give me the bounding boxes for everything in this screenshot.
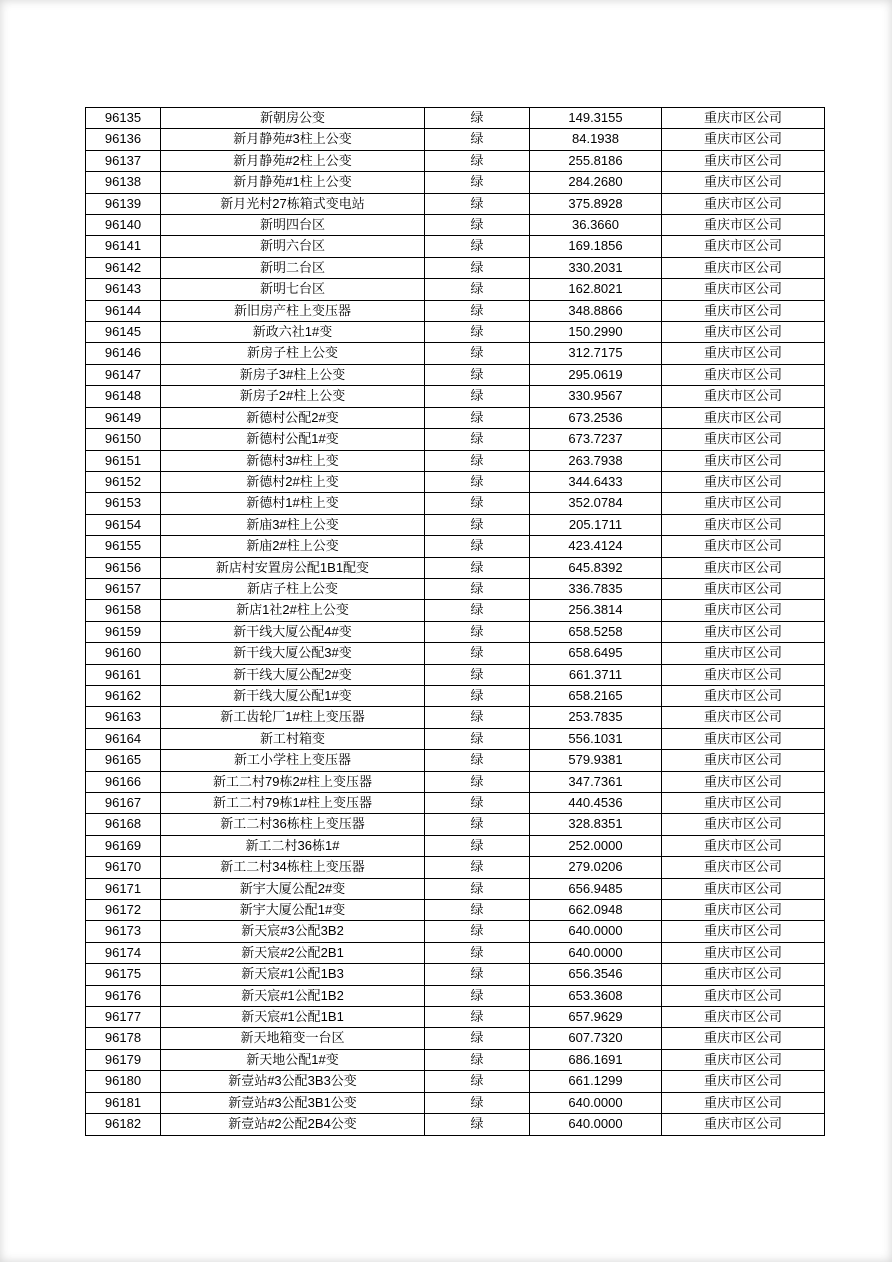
cell-value: 686.1691 <box>530 1049 662 1070</box>
cell-company: 重庆市区公司 <box>662 793 825 814</box>
cell-id: 96175 <box>86 964 161 985</box>
table-row <box>86 942 825 963</box>
cell-id: 96174 <box>86 942 161 963</box>
cell-id: 96168 <box>86 814 161 835</box>
cell-status: 绿 <box>425 643 530 664</box>
table-row <box>86 835 825 856</box>
cell-value: 279.0206 <box>530 857 662 878</box>
cell-status: 绿 <box>425 386 530 407</box>
cell-name: 新宇大厦公配2#变 <box>161 878 425 899</box>
cell-id: 96146 <box>86 343 161 364</box>
cell-name: 新房子2#柱上公变 <box>161 386 425 407</box>
cell-company: 重庆市区公司 <box>662 1049 825 1070</box>
cell-status: 绿 <box>425 1071 530 1092</box>
cell-company: 重庆市区公司 <box>662 1092 825 1113</box>
cell-id: 96181 <box>86 1092 161 1113</box>
cell-id: 96147 <box>86 364 161 385</box>
table-row <box>86 236 825 257</box>
cell-name: 新德村1#柱上变 <box>161 493 425 514</box>
cell-value: 375.8928 <box>530 193 662 214</box>
cell-value: 169.1856 <box>530 236 662 257</box>
table-row <box>86 728 825 749</box>
table-row <box>86 150 825 171</box>
table-row <box>86 514 825 535</box>
cell-id: 96160 <box>86 643 161 664</box>
cell-company: 重庆市区公司 <box>662 215 825 236</box>
table-row <box>86 536 825 557</box>
cell-name: 新天地箱变一台区 <box>161 1028 425 1049</box>
cell-value: 661.1299 <box>530 1071 662 1092</box>
cell-company: 重庆市区公司 <box>662 450 825 471</box>
table-row <box>86 643 825 664</box>
cell-value: 255.8186 <box>530 150 662 171</box>
cell-value: 344.6433 <box>530 471 662 492</box>
cell-status: 绿 <box>425 985 530 1006</box>
cell-name: 新工二村79栋1#柱上变压器 <box>161 793 425 814</box>
cell-company: 重庆市区公司 <box>662 921 825 942</box>
cell-company: 重庆市区公司 <box>662 578 825 599</box>
table-row <box>86 1092 825 1113</box>
cell-name: 新壹站#3公配3B1公变 <box>161 1092 425 1113</box>
cell-company: 重庆市区公司 <box>662 172 825 193</box>
table-row <box>86 322 825 343</box>
cell-status: 绿 <box>425 300 530 321</box>
cell-status: 绿 <box>425 707 530 728</box>
cell-value: 653.3608 <box>530 985 662 1006</box>
cell-status: 绿 <box>425 1049 530 1070</box>
cell-company: 重庆市区公司 <box>662 750 825 771</box>
table-row <box>86 364 825 385</box>
cell-id: 96161 <box>86 664 161 685</box>
cell-company: 重庆市区公司 <box>662 322 825 343</box>
cell-company: 重庆市区公司 <box>662 1007 825 1028</box>
table-row <box>86 1049 825 1070</box>
cell-name: 新干线大厦公配1#变 <box>161 685 425 706</box>
cell-status: 绿 <box>425 685 530 706</box>
cell-value: 640.0000 <box>530 921 662 942</box>
cell-company: 重庆市区公司 <box>662 1028 825 1049</box>
cell-value: 673.2536 <box>530 407 662 428</box>
cell-status: 绿 <box>425 878 530 899</box>
cell-id: 96157 <box>86 578 161 599</box>
cell-id: 96150 <box>86 429 161 450</box>
cell-name: 新工二村34栋柱上变压器 <box>161 857 425 878</box>
cell-value: 330.9567 <box>530 386 662 407</box>
cell-value: 556.1031 <box>530 728 662 749</box>
cell-name: 新明二台区 <box>161 257 425 278</box>
cell-company: 重庆市区公司 <box>662 557 825 578</box>
cell-id: 96154 <box>86 514 161 535</box>
cell-value: 263.7938 <box>530 450 662 471</box>
cell-status: 绿 <box>425 664 530 685</box>
cell-company: 重庆市区公司 <box>662 150 825 171</box>
cell-company: 重庆市区公司 <box>662 300 825 321</box>
cell-company: 重庆市区公司 <box>662 857 825 878</box>
cell-name: 新月静苑#1柱上公变 <box>161 172 425 193</box>
cell-id: 96158 <box>86 600 161 621</box>
cell-name: 新德村2#柱上变 <box>161 471 425 492</box>
cell-company: 重庆市区公司 <box>662 728 825 749</box>
cell-company: 重庆市区公司 <box>662 386 825 407</box>
cell-name: 新旧房产柱上变压器 <box>161 300 425 321</box>
table-row <box>86 471 825 492</box>
cell-value: 423.4124 <box>530 536 662 557</box>
cell-id: 96143 <box>86 279 161 300</box>
cell-value: 645.8392 <box>530 557 662 578</box>
cell-value: 162.8021 <box>530 279 662 300</box>
cell-name: 新房子柱上公变 <box>161 343 425 364</box>
table-row <box>86 878 825 899</box>
cell-status: 绿 <box>425 857 530 878</box>
cell-company: 重庆市区公司 <box>662 600 825 621</box>
cell-name: 新工二村79栋2#柱上变压器 <box>161 771 425 792</box>
cell-value: 658.6495 <box>530 643 662 664</box>
cell-status: 绿 <box>425 129 530 150</box>
cell-name: 新天宸#3公配3B2 <box>161 921 425 942</box>
cell-company: 重庆市区公司 <box>662 1071 825 1092</box>
cell-company: 重庆市区公司 <box>662 343 825 364</box>
cell-value: 658.2165 <box>530 685 662 706</box>
cell-name: 新政六社1#变 <box>161 322 425 343</box>
table-row <box>86 1007 825 1028</box>
table-row <box>86 129 825 150</box>
cell-status: 绿 <box>425 1092 530 1113</box>
table-row <box>86 771 825 792</box>
cell-company: 重庆市区公司 <box>662 985 825 1006</box>
cell-company: 重庆市区公司 <box>662 493 825 514</box>
cell-value: 256.3814 <box>530 600 662 621</box>
cell-id: 96149 <box>86 407 161 428</box>
cell-company: 重庆市区公司 <box>662 514 825 535</box>
table-row <box>86 600 825 621</box>
cell-id: 96165 <box>86 750 161 771</box>
cell-name: 新月静苑#2柱上公变 <box>161 150 425 171</box>
cell-status: 绿 <box>425 600 530 621</box>
cell-id: 96144 <box>86 300 161 321</box>
table-row <box>86 1071 825 1092</box>
cell-company: 重庆市区公司 <box>662 835 825 856</box>
cell-value: 661.3711 <box>530 664 662 685</box>
cell-id: 96170 <box>86 857 161 878</box>
cell-name: 新壹站#3公配3B3公变 <box>161 1071 425 1092</box>
cell-value: 252.0000 <box>530 835 662 856</box>
cell-status: 绿 <box>425 921 530 942</box>
cell-name: 新庙3#柱上公变 <box>161 514 425 535</box>
cell-value: 656.9485 <box>530 878 662 899</box>
table-row <box>86 578 825 599</box>
cell-value: 440.4536 <box>530 793 662 814</box>
cell-id: 96148 <box>86 386 161 407</box>
table-row <box>86 964 825 985</box>
cell-id: 96140 <box>86 215 161 236</box>
cell-company: 重庆市区公司 <box>662 685 825 706</box>
cell-company: 重庆市区公司 <box>662 814 825 835</box>
cell-name: 新天宸#1公配1B3 <box>161 964 425 985</box>
cell-status: 绿 <box>425 493 530 514</box>
table-row <box>86 215 825 236</box>
cell-value: 658.5258 <box>530 621 662 642</box>
table-row <box>86 685 825 706</box>
cell-name: 新工齿轮厂1#柱上变压器 <box>161 707 425 728</box>
cell-company: 重庆市区公司 <box>662 878 825 899</box>
cell-name: 新店子柱上公变 <box>161 578 425 599</box>
cell-status: 绿 <box>425 450 530 471</box>
cell-id: 96145 <box>86 322 161 343</box>
table-row <box>86 814 825 835</box>
cell-status: 绿 <box>425 364 530 385</box>
cell-name: 新明六台区 <box>161 236 425 257</box>
cell-value: 352.0784 <box>530 493 662 514</box>
cell-status: 绿 <box>425 236 530 257</box>
cell-value: 673.7237 <box>530 429 662 450</box>
table-row <box>86 450 825 471</box>
table-row <box>86 621 825 642</box>
cell-name: 新明七台区 <box>161 279 425 300</box>
cell-value: 149.3155 <box>530 108 662 129</box>
cell-value: 328.8351 <box>530 814 662 835</box>
cell-status: 绿 <box>425 172 530 193</box>
cell-id: 96142 <box>86 257 161 278</box>
table-row <box>86 1114 825 1135</box>
cell-id: 96136 <box>86 129 161 150</box>
cell-id: 96176 <box>86 985 161 1006</box>
cell-id: 96141 <box>86 236 161 257</box>
cell-status: 绿 <box>425 1007 530 1028</box>
cell-name: 新店1社2#柱上公变 <box>161 600 425 621</box>
cell-id: 96137 <box>86 150 161 171</box>
table-row <box>86 257 825 278</box>
cell-company: 重庆市区公司 <box>662 964 825 985</box>
cell-name: 新干线大厦公配4#变 <box>161 621 425 642</box>
cell-company: 重庆市区公司 <box>662 364 825 385</box>
cell-status: 绿 <box>425 835 530 856</box>
cell-id: 96166 <box>86 771 161 792</box>
cell-id: 96152 <box>86 471 161 492</box>
cell-company: 重庆市区公司 <box>662 279 825 300</box>
cell-name: 新德村3#柱上变 <box>161 450 425 471</box>
cell-company: 重庆市区公司 <box>662 1114 825 1135</box>
cell-value: 312.7175 <box>530 343 662 364</box>
cell-name: 新天宸#2公配2B1 <box>161 942 425 963</box>
cell-name: 新天宸#1公配1B2 <box>161 985 425 1006</box>
cell-value: 657.9629 <box>530 1007 662 1028</box>
cell-id: 96151 <box>86 450 161 471</box>
cell-id: 96179 <box>86 1049 161 1070</box>
cell-name: 新店村安置房公配1B1配变 <box>161 557 425 578</box>
cell-status: 绿 <box>425 407 530 428</box>
cell-company: 重庆市区公司 <box>662 771 825 792</box>
table-row <box>86 407 825 428</box>
cell-name: 新干线大厦公配3#变 <box>161 643 425 664</box>
cell-name: 新宇大厦公配1#变 <box>161 900 425 921</box>
table-row <box>86 921 825 942</box>
cell-value: 656.3546 <box>530 964 662 985</box>
cell-name: 新工小学柱上变压器 <box>161 750 425 771</box>
cell-company: 重庆市区公司 <box>662 643 825 664</box>
cell-value: 295.0619 <box>530 364 662 385</box>
cell-status: 绿 <box>425 557 530 578</box>
cell-status: 绿 <box>425 279 530 300</box>
cell-company: 重庆市区公司 <box>662 257 825 278</box>
table-row <box>86 664 825 685</box>
cell-value: 640.0000 <box>530 942 662 963</box>
cell-status: 绿 <box>425 150 530 171</box>
table-row <box>86 108 825 129</box>
cell-company: 重庆市区公司 <box>662 664 825 685</box>
cell-name: 新干线大厦公配2#变 <box>161 664 425 685</box>
cell-value: 607.7320 <box>530 1028 662 1049</box>
cell-id: 96169 <box>86 835 161 856</box>
table-row <box>86 985 825 1006</box>
cell-id: 96163 <box>86 707 161 728</box>
cell-company: 重庆市区公司 <box>662 707 825 728</box>
cell-id: 96180 <box>86 1071 161 1092</box>
cell-status: 绿 <box>425 942 530 963</box>
table-row <box>86 1028 825 1049</box>
cell-status: 绿 <box>425 964 530 985</box>
cell-id: 96159 <box>86 621 161 642</box>
cell-id: 96156 <box>86 557 161 578</box>
cell-status: 绿 <box>425 728 530 749</box>
cell-id: 96162 <box>86 685 161 706</box>
cell-id: 96182 <box>86 1114 161 1135</box>
cell-id: 96177 <box>86 1007 161 1028</box>
cell-name: 新天宸#1公配1B1 <box>161 1007 425 1028</box>
cell-value: 284.2680 <box>530 172 662 193</box>
cell-company: 重庆市区公司 <box>662 429 825 450</box>
table-row <box>86 900 825 921</box>
table-body <box>86 108 825 1136</box>
cell-name: 新月静苑#3柱上公变 <box>161 129 425 150</box>
cell-status: 绿 <box>425 536 530 557</box>
cell-status: 绿 <box>425 322 530 343</box>
cell-status: 绿 <box>425 900 530 921</box>
cell-status: 绿 <box>425 1114 530 1135</box>
cell-status: 绿 <box>425 793 530 814</box>
cell-value: 640.0000 <box>530 1114 662 1135</box>
cell-status: 绿 <box>425 750 530 771</box>
cell-id: 96178 <box>86 1028 161 1049</box>
cell-status: 绿 <box>425 429 530 450</box>
cell-value: 253.7835 <box>530 707 662 728</box>
cell-value: 579.9381 <box>530 750 662 771</box>
cell-name: 新天地公配1#变 <box>161 1049 425 1070</box>
cell-value: 84.1938 <box>530 129 662 150</box>
cell-status: 绿 <box>425 621 530 642</box>
cell-value: 640.0000 <box>530 1092 662 1113</box>
cell-value: 150.2990 <box>530 322 662 343</box>
cell-value: 36.3660 <box>530 215 662 236</box>
cell-value: 347.7361 <box>530 771 662 792</box>
table-row <box>86 193 825 214</box>
cell-id: 96153 <box>86 493 161 514</box>
cell-value: 205.1711 <box>530 514 662 535</box>
cell-id: 96172 <box>86 900 161 921</box>
cell-value: 662.0948 <box>530 900 662 921</box>
table-row <box>86 429 825 450</box>
cell-name: 新工二村36栋1# <box>161 835 425 856</box>
cell-status: 绿 <box>425 578 530 599</box>
table-row <box>86 793 825 814</box>
cell-company: 重庆市区公司 <box>662 193 825 214</box>
cell-status: 绿 <box>425 343 530 364</box>
table-row <box>86 750 825 771</box>
cell-name: 新壹站#2公配2B4公变 <box>161 1114 425 1135</box>
cell-status: 绿 <box>425 108 530 129</box>
cell-status: 绿 <box>425 257 530 278</box>
cell-company: 重庆市区公司 <box>662 236 825 257</box>
cell-status: 绿 <box>425 514 530 535</box>
cell-name: 新德村公配1#变 <box>161 429 425 450</box>
table-row <box>86 493 825 514</box>
cell-status: 绿 <box>425 193 530 214</box>
table-row <box>86 172 825 193</box>
cell-company: 重庆市区公司 <box>662 536 825 557</box>
cell-name: 新月光村27栋箱式变电站 <box>161 193 425 214</box>
cell-name: 新明四台区 <box>161 215 425 236</box>
cell-company: 重庆市区公司 <box>662 621 825 642</box>
cell-name: 新朝房公变 <box>161 108 425 129</box>
cell-company: 重庆市区公司 <box>662 407 825 428</box>
cell-id: 96171 <box>86 878 161 899</box>
cell-value: 330.2031 <box>530 257 662 278</box>
cell-name: 新德村公配2#变 <box>161 407 425 428</box>
cell-name: 新房子3#柱上公变 <box>161 364 425 385</box>
transformer-table <box>85 107 825 1136</box>
table-row <box>86 279 825 300</box>
cell-name: 新工二村36栋柱上变压器 <box>161 814 425 835</box>
table-row <box>86 300 825 321</box>
table-row <box>86 557 825 578</box>
cell-id: 96139 <box>86 193 161 214</box>
cell-id: 96173 <box>86 921 161 942</box>
cell-id: 96135 <box>86 108 161 129</box>
cell-company: 重庆市区公司 <box>662 942 825 963</box>
cell-company: 重庆市区公司 <box>662 471 825 492</box>
table-row <box>86 857 825 878</box>
cell-value: 348.8866 <box>530 300 662 321</box>
cell-status: 绿 <box>425 1028 530 1049</box>
cell-value: 336.7835 <box>530 578 662 599</box>
cell-id: 96155 <box>86 536 161 557</box>
cell-status: 绿 <box>425 814 530 835</box>
cell-id: 96138 <box>86 172 161 193</box>
table-row <box>86 343 825 364</box>
cell-status: 绿 <box>425 471 530 492</box>
table-row <box>86 707 825 728</box>
cell-name: 新工村箱变 <box>161 728 425 749</box>
cell-name: 新庙2#柱上公变 <box>161 536 425 557</box>
cell-status: 绿 <box>425 771 530 792</box>
cell-status: 绿 <box>425 215 530 236</box>
cell-id: 96164 <box>86 728 161 749</box>
cell-company: 重庆市区公司 <box>662 900 825 921</box>
cell-id: 96167 <box>86 793 161 814</box>
cell-company: 重庆市区公司 <box>662 108 825 129</box>
cell-company: 重庆市区公司 <box>662 129 825 150</box>
table-row <box>86 386 825 407</box>
